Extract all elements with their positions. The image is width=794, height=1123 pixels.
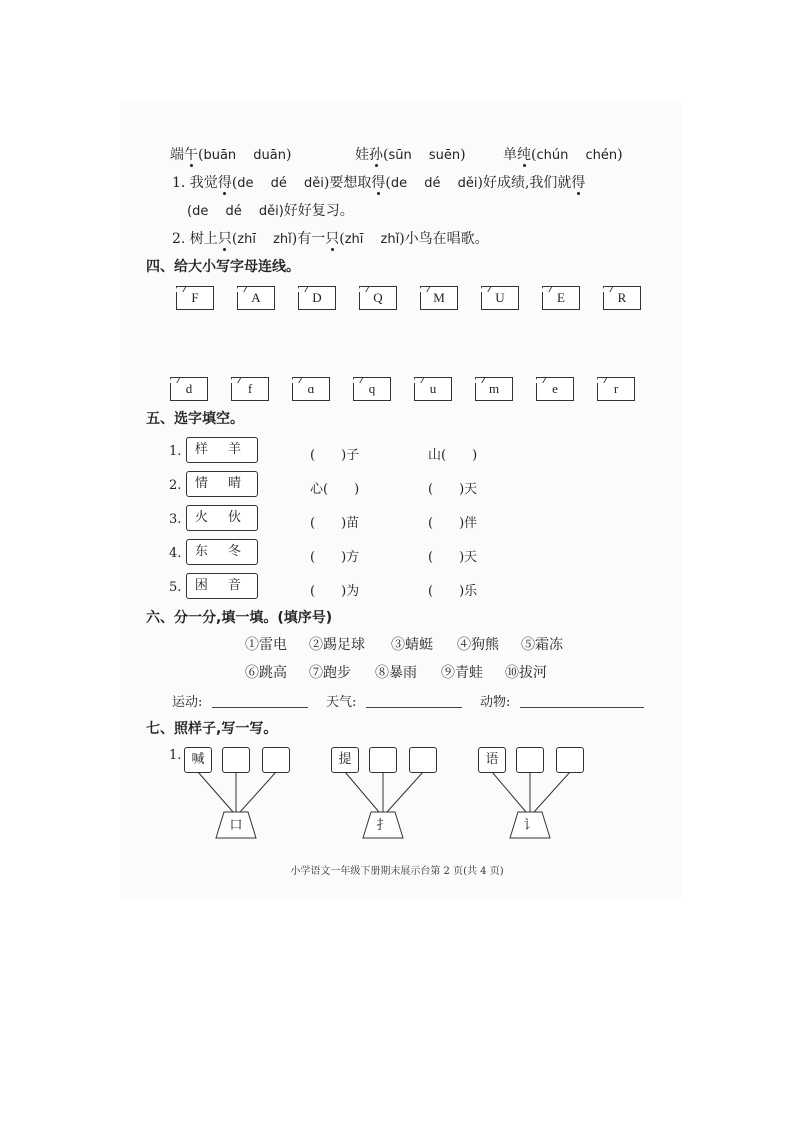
answer-char-box[interactable] — [409, 747, 437, 773]
row-number: 2. — [169, 478, 182, 493]
category-weather-label: 天气: — [326, 695, 357, 710]
pinyin-options: zhī zhǐ — [237, 232, 292, 247]
section-5-title: 五、选字填空。 — [146, 411, 244, 427]
category-sports-label: 运动: — [172, 695, 203, 710]
question-1-line-2: (de dé děi)好好复习。 — [187, 203, 354, 219]
item: ①雷电 — [245, 637, 287, 653]
dotted-char: 得 — [571, 175, 586, 191]
choice-box: 东 冬 — [186, 539, 258, 565]
answer-char-box[interactable] — [516, 747, 544, 773]
item: ②踢足球 — [309, 637, 365, 653]
lowercase-letter-card[interactable]: u — [414, 377, 452, 401]
example-char-box: 语 — [478, 747, 506, 773]
question-1-line-1: 1. 我觉得(de dé děi)要想取得(de dé děi)好成绩,我们就得 — [172, 175, 586, 191]
row-number: 3. — [169, 512, 182, 527]
dotted-char: 得 — [217, 175, 232, 191]
blank-a[interactable]: ( )子 — [310, 448, 360, 463]
item: ⑥跳高 — [245, 665, 287, 681]
blank-a[interactable]: ( )苗 — [310, 516, 360, 531]
radical-base: 口 — [229, 818, 243, 833]
page-footer: 小学语文一年级下册期末展示台第 2 页(共 4 页) — [290, 866, 504, 877]
row-number: 5. — [169, 580, 182, 595]
word-wasun: 娃孙(sūn suēn) — [355, 147, 466, 163]
row-number: 1. — [169, 444, 182, 459]
dotted-char: 纯 — [517, 147, 531, 163]
pinyin-options: de dé děi — [390, 176, 478, 191]
pinyin-options: buān duān — [203, 148, 286, 163]
word-duanwu: 端午(buān duān) — [170, 147, 292, 163]
uppercase-letter-card[interactable]: Q — [359, 286, 397, 310]
answer-char-box[interactable] — [222, 747, 250, 773]
pinyin-options: sūn suēn — [388, 148, 461, 163]
lowercase-letter-card[interactable]: d — [170, 377, 208, 401]
uppercase-letter-card[interactable]: F — [176, 286, 214, 310]
item: ④狗熊 — [457, 637, 499, 653]
uppercase-letter-card[interactable]: D — [298, 286, 336, 310]
uppercase-letter-card[interactable]: E — [542, 286, 580, 310]
section-4-title: 四、给大小写字母连线。 — [146, 259, 300, 275]
dotted-char: 孙 — [369, 147, 383, 163]
item: ⑤霜冻 — [521, 637, 563, 653]
uppercase-letter-card[interactable]: M — [420, 286, 458, 310]
radical-base: 讠 — [523, 818, 537, 833]
blank-b[interactable]: ( )天 — [428, 482, 478, 497]
answer-char-box[interactable] — [369, 747, 397, 773]
row-number: 1. — [169, 748, 182, 763]
example-char-box: 喊 — [184, 747, 212, 773]
blank-a[interactable]: 心( ) — [310, 482, 360, 497]
category-animal-label: 动物: — [480, 695, 511, 710]
radical-base: 扌 — [376, 818, 390, 833]
lowercase-letter-card[interactable]: q — [353, 377, 391, 401]
blank-b[interactable]: 山( ) — [428, 448, 478, 463]
pinyin-options: (de dé děi) — [187, 204, 284, 219]
choice-box: 困 音 — [186, 573, 258, 599]
lowercase-letter-card[interactable]: ɑ — [292, 377, 330, 401]
choice-box: 样 羊 — [186, 437, 258, 463]
dotted-char: 得 — [371, 175, 386, 191]
pinyin-options: de dé děi — [237, 176, 324, 191]
lowercase-letter-card[interactable]: m — [475, 377, 513, 401]
pinyin-options: chún chén — [536, 148, 618, 163]
row-number: 4. — [169, 546, 182, 561]
dotted-char: 只 — [325, 231, 340, 247]
item: ⑧暴雨 — [375, 665, 417, 681]
item: ③蜻蜓 — [391, 637, 433, 653]
choice-box: 火 伙 — [186, 505, 258, 531]
item: ⑨青蛙 — [441, 665, 483, 681]
item: ⑦跑步 — [309, 665, 351, 681]
blank-a[interactable]: ( )为 — [310, 584, 360, 599]
dotted-char: 午 — [184, 147, 198, 163]
question-2-line: 2. 树上只(zhī zhǐ)有一只(zhī zhǐ)小鸟在唱歌。 — [172, 231, 489, 247]
lowercase-letter-card[interactable]: r — [597, 377, 635, 401]
example-char-box: 提 — [331, 747, 359, 773]
section-6-title: 六、分一分,填一填。(填序号) — [146, 610, 333, 626]
pinyin-options: zhī zhǐ — [344, 232, 400, 247]
blank-a[interactable]: ( )方 — [310, 550, 360, 565]
blank-b[interactable]: ( )乐 — [428, 584, 478, 599]
uppercase-letter-card[interactable]: U — [481, 286, 519, 310]
lowercase-letter-card[interactable]: e — [536, 377, 574, 401]
answer-char-box[interactable] — [556, 747, 584, 773]
uppercase-letter-card[interactable]: A — [237, 286, 275, 310]
section-7-title: 七、照样子,写一写。 — [146, 721, 278, 737]
dotted-char: 只 — [217, 231, 232, 247]
lowercase-letter-card[interactable]: f — [231, 377, 269, 401]
blank-b[interactable]: ( )伴 — [428, 516, 478, 531]
uppercase-letter-card[interactable]: R — [603, 286, 641, 310]
word-danchun: 单纯(chún chén) — [503, 147, 623, 163]
item: ⑩拔河 — [505, 665, 547, 681]
answer-char-box[interactable] — [262, 747, 290, 773]
choice-box: 情 晴 — [186, 471, 258, 497]
blank-b[interactable]: ( )天 — [428, 550, 478, 565]
